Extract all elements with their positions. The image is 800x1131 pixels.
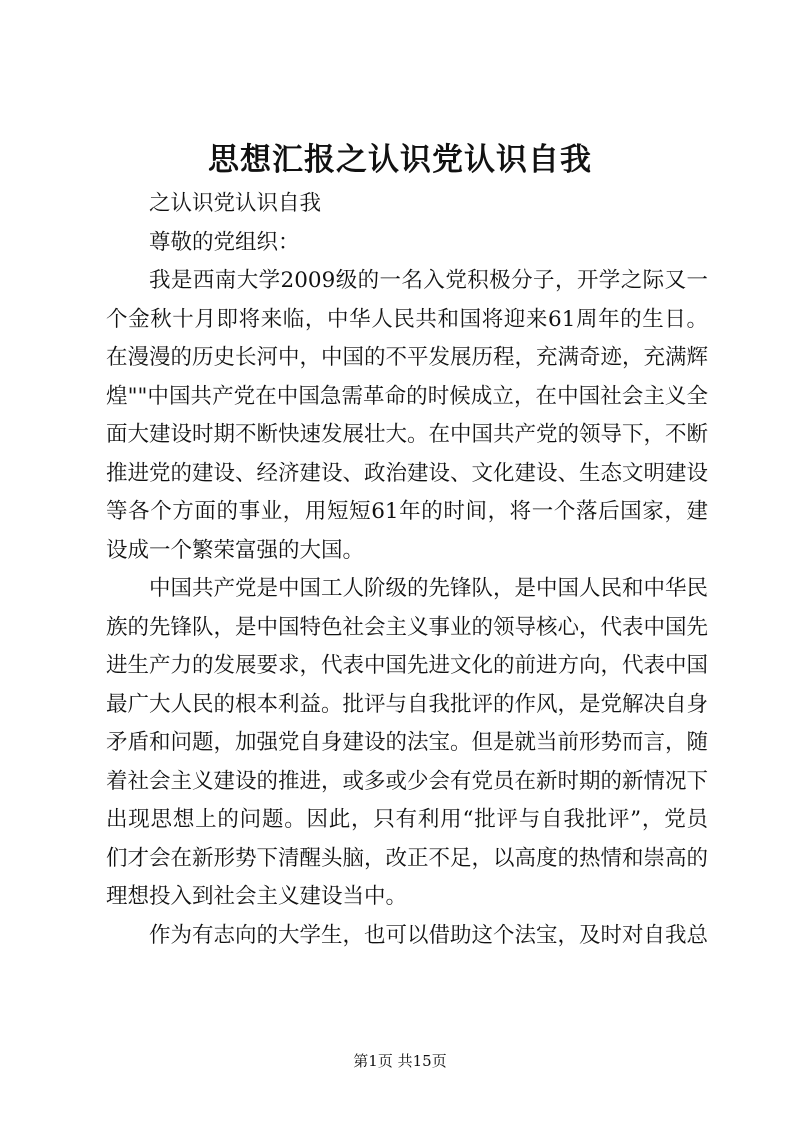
paragraph: 我是西南大学2009级的一名入党积极分子，开学之际又一个金秋十月即将来临，中华人民共和国将迎来61周年的生日。在漫漫的历史长河中，中国的不平发展历程，充满奇迹，充满辉煌""中国共产党在中国急需革命的时候成立，在中国社会主义全面大建设时期不断快速发展壮大。在中国共产党的领导下，不断推进党的建设、经济建设、政治建设、文化建设、生态文明建设等各个方面的事业，用短短61年的时间，将一个落后国家，建设成一个繁荣富强的大国。 bbox=[106, 268, 709, 563]
paragraph: 作为有志向的大学生，也可以借助这个法宝，及时对自我总 bbox=[149, 922, 709, 948]
page-number-footer: 第1页 共15页 bbox=[353, 1052, 447, 1070]
document-body bbox=[106, 185, 708, 955]
paragraph-subtitle: 之认识党认识自我 bbox=[149, 191, 322, 216]
paragraph: 中国共产党是中国工人阶级的先锋队，是中国人民和中华民族的先锋队，是中国特色社会主义事业的领导核心，代表中国先进生产力的发展要求，代表中国先进文化的前进方向，代表中国最广大人民的根本利益。批评与自我批评的作风，是党解决自身矛盾和问题，加强党自身建设的法宝。但是就当前形势而言，随着社会主义建设的推进，或多或少会有党员在新时期的新情况下出现思想上的问题。因此，只有利用“批评与自我批评”，党员们才会在新形势下清醒头脑，改正不足，以高度的热情和崇高的理想投入到社会主义建设当中。 bbox=[106, 576, 709, 909]
document-title: 思想汇报之认识党认识自我 bbox=[208, 142, 592, 178]
paragraph-salutation: 尊敬的党组织： bbox=[149, 229, 300, 255]
